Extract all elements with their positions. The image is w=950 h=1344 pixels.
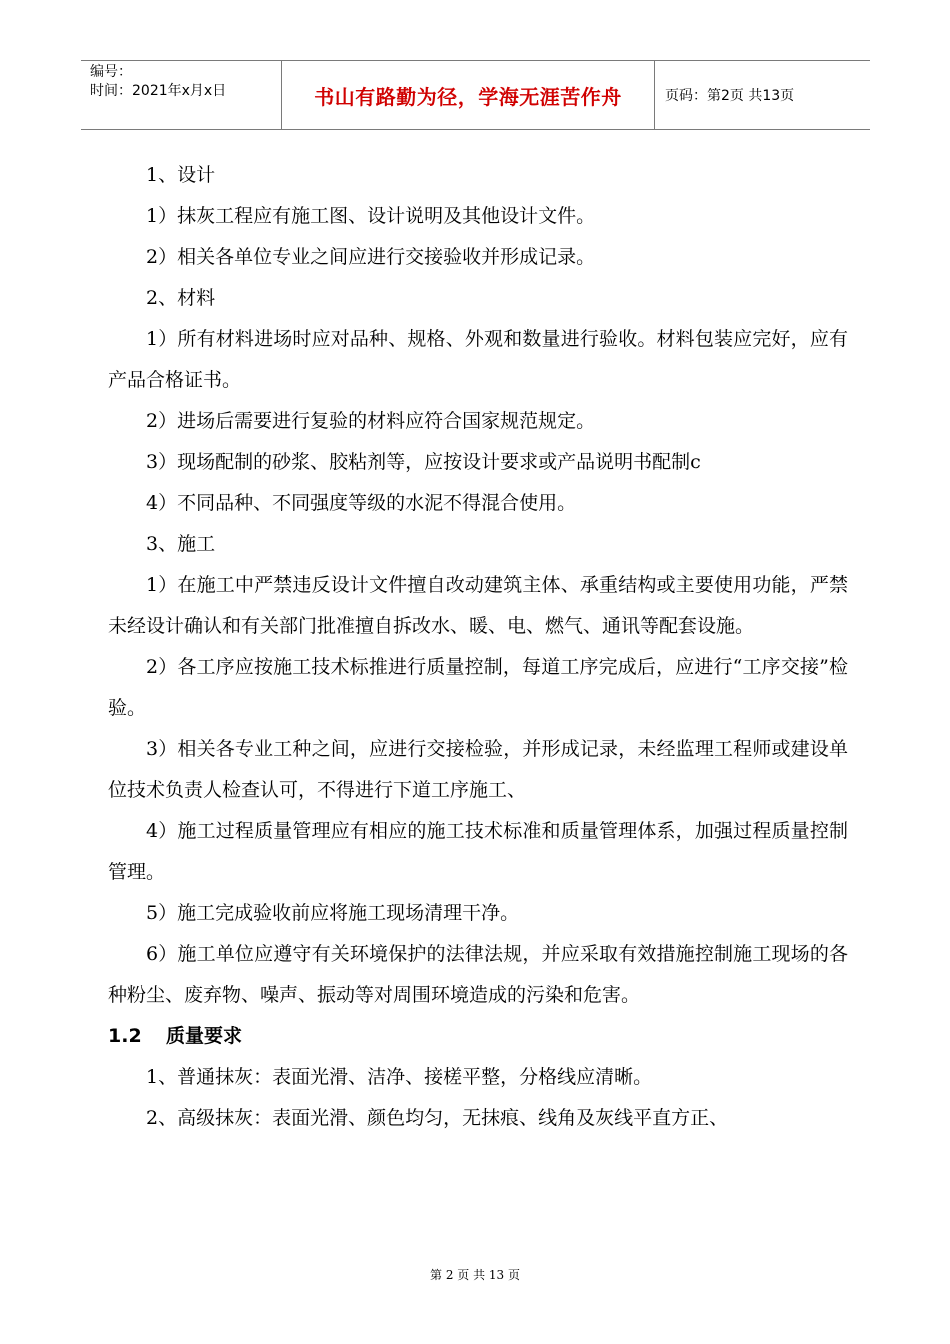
document-body <box>108 155 848 1139</box>
paragraph: 1）抹灰工程应有施工图、设计说明及其他设计文件。 <box>146 205 596 227</box>
paragraph: 2）相关各单位专业之间应进行交接验收并形成记录。 <box>146 246 596 268</box>
header-page-code: 页码：第2页 共13页 <box>665 88 795 104</box>
paragraph: 1）所有材料进场时应对品种、规格、外观和数量进行验收。材料包装应完好，应有产品合格证书。 <box>108 328 848 391</box>
paragraph: 3）相关各专业工种之间，应进行交接检验，并形成记录，未经监理工程师或建设单位技术负责人检查认可，不得进行下道工序施工、 <box>108 738 848 801</box>
paragraph: 1）在施工中严禁违反设计文件擅自改动建筑主体、承重结构或主要使用功能，严禁未经设计确认和有关部门批准擅自拆改水、暖、电、燃气、通讯等配套设施。 <box>108 574 848 637</box>
page-footer: 第 2 页 共 13 页 <box>430 1268 520 1282</box>
page-header <box>81 60 870 130</box>
header-motto: 书山有路勤为径，学海无涯苦作舟 <box>314 84 622 109</box>
section-title-materials: 2、材料 <box>146 287 216 309</box>
paragraph: 5）施工完成验收前应将施工现场清理干净。 <box>146 902 520 924</box>
paragraph: 6）施工单位应遵守有关环境保护的法律法规，并应采取有效措施控制施工现场的各种粉尘、废弃物、噪声、振动等对周围环境造成的污染和危害。 <box>108 943 848 1006</box>
document-number-label: 编号： <box>90 64 132 80</box>
paragraph: 1、普通抹灰：表面光滑、洁净、接槎平整，分格线应清晰。 <box>146 1066 653 1088</box>
section-heading-text: 质量要求 <box>166 1025 243 1047</box>
section-title-design: 1、设计 <box>146 164 216 186</box>
document-time-label: 时间：2021年x月x日 <box>90 83 227 99</box>
section-heading <box>108 1016 848 1057</box>
header-meta <box>81 61 282 129</box>
paragraph: 2、高级抹灰：表面光滑、颜色均匀，无抹痕、线角及灰线平直方正、 <box>146 1107 729 1129</box>
header-motto-cell <box>282 61 655 129</box>
paragraph: 2）各工序应按施工技术标推进行质量控制，每道工序完成后，应进行“工序交接”检验。 <box>108 656 848 719</box>
paragraph: 4）施工过程质量管理应有相应的施工技术标准和质量管理体系，加强过程质量控制管理。 <box>108 820 848 883</box>
paragraph: 3）现场配制的砂浆、胶粘剂等，应按设计要求或产品说明书配制c <box>146 451 701 473</box>
section-heading-number: 1.2 <box>108 1025 142 1047</box>
paragraph: 4）不同品种、不同强度等级的水泥不得混合使用。 <box>146 492 577 514</box>
paragraph: 2）进场后需要进行复验的材料应符合国家规范规定。 <box>146 410 596 432</box>
section-title-construction: 3、施工 <box>146 533 216 555</box>
